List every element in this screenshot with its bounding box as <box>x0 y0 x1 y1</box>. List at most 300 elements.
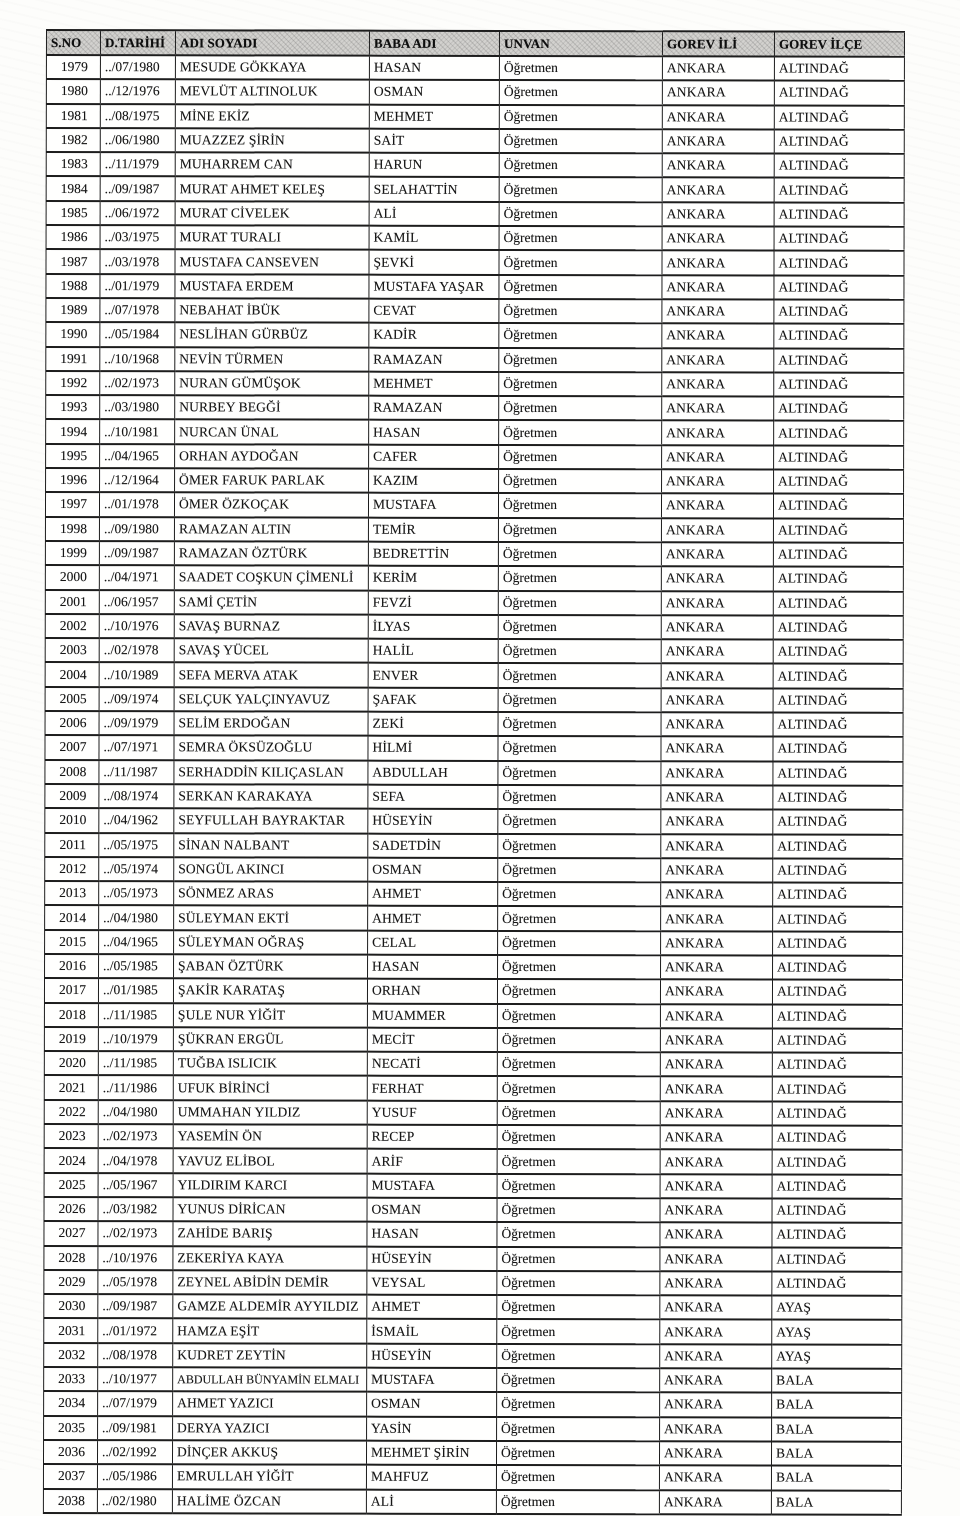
cell: ANKARA <box>660 1052 772 1077</box>
column-header-0: S.NO <box>46 30 100 55</box>
cell: 1980 <box>46 79 100 103</box>
table-row <box>45 517 903 543</box>
cell: ANKARA <box>662 469 774 494</box>
table-row <box>46 298 904 324</box>
cell: DERYA YAZICI <box>173 1416 367 1441</box>
cell: ../03/1982 <box>98 1197 173 1221</box>
cell: SERHADDİN KILIÇASLAN <box>174 760 368 785</box>
cell: ANKARA <box>660 1004 772 1029</box>
cell: HASAN <box>369 420 499 445</box>
cell: Öğretmen <box>496 1441 659 1466</box>
cell: NESLİHAN GÜRBÜZ <box>175 323 369 348</box>
cell: Öğretmen <box>497 1271 660 1296</box>
table-row <box>43 1489 901 1515</box>
cell: ŞAFAK <box>368 687 498 712</box>
cell: ALTINDAĞ <box>774 324 904 349</box>
cell: ../10/1977 <box>98 1367 173 1391</box>
cell: BALA <box>771 1466 901 1491</box>
table-row <box>44 1124 902 1150</box>
cell: ALTINDAĞ <box>772 1126 902 1151</box>
cell: BALA <box>771 1490 901 1515</box>
cell: ALTINDAĞ <box>773 664 903 689</box>
cell: 2022 <box>44 1100 98 1124</box>
cell: ALTINDAĞ <box>772 1174 902 1199</box>
cell: SADETDİN <box>368 833 498 858</box>
cell: 2003 <box>45 638 99 662</box>
cell: 1981 <box>46 104 100 128</box>
cell: RAMAZAN ÖZTÜRK <box>174 541 368 566</box>
cell: ANKARA <box>660 1417 772 1442</box>
cell: ANKARA <box>661 737 773 762</box>
table-row <box>46 347 904 373</box>
table-row <box>44 978 902 1004</box>
cell: Öğretmen <box>499 250 662 275</box>
cell: NURAN GÜMÜŞOK <box>175 371 369 396</box>
table-row <box>44 1294 902 1320</box>
table-row <box>44 1173 902 1199</box>
cell: Öğretmen <box>498 809 661 834</box>
cell: ANKARA <box>661 712 773 737</box>
cell: ALTINDAĞ <box>773 931 903 956</box>
cell: Öğretmen <box>497 979 660 1004</box>
cell: Öğretmen <box>497 1149 660 1174</box>
cell: 2028 <box>44 1246 98 1270</box>
cell: ../11/1987 <box>99 760 174 784</box>
cell: ALTINDAĞ <box>774 275 904 300</box>
cell: ARİF <box>367 1149 497 1174</box>
cell: ALTINDAĞ <box>774 299 904 324</box>
cell: Öğretmen <box>499 226 662 251</box>
cell: ANKARA <box>662 299 774 324</box>
cell: 2030 <box>44 1294 98 1318</box>
cell: ANKARA <box>662 226 774 251</box>
cell: 2026 <box>44 1197 98 1221</box>
cell: ../09/1979 <box>99 711 174 735</box>
cell: ALTINDAĞ <box>774 202 904 227</box>
cell: Öğretmen <box>497 1344 660 1369</box>
cell: 1994 <box>46 419 100 443</box>
cell: 1989 <box>46 298 100 322</box>
cell: ../07/1971 <box>99 735 174 759</box>
cell: BALA <box>772 1369 902 1394</box>
cell: 2014 <box>45 905 99 929</box>
cell: 2019 <box>44 1027 98 1051</box>
cell: ANKARA <box>662 81 774 106</box>
cell: NEBAHAT İBÜK <box>175 298 369 323</box>
cell: NECATİ <box>367 1052 497 1077</box>
cell: ../02/1973 <box>98 1221 173 1245</box>
cell: ALTINDAĞ <box>773 713 903 738</box>
cell: 2033 <box>44 1367 98 1391</box>
cell: ŞAKİR KARATAŞ <box>173 979 367 1004</box>
cell: AYAŞ <box>772 1296 902 1321</box>
cell: Öğretmen <box>499 105 662 130</box>
cell: Öğretmen <box>497 1076 660 1101</box>
cell: ANKARA <box>662 372 774 397</box>
cell: 2013 <box>45 881 99 905</box>
cell: ANKARA <box>662 129 774 154</box>
cell: AYAŞ <box>772 1320 902 1345</box>
cell: ANKARA <box>660 1368 772 1393</box>
cell: Öğretmen <box>499 323 662 348</box>
cell: ../07/1980 <box>100 55 175 79</box>
cell: RAMAZAN ALTIN <box>174 517 368 542</box>
cell: SAVAŞ YÜCEL <box>174 638 368 663</box>
cell: 2001 <box>45 590 99 614</box>
cell: 2032 <box>44 1343 98 1367</box>
table-body <box>43 55 904 1515</box>
column-header-6: GOREV İLÇE <box>774 32 904 57</box>
cell: HÜSEYİN <box>367 1343 497 1368</box>
cell: MUSTAFA <box>367 1368 497 1393</box>
cell: HALİL <box>368 639 498 664</box>
table-row <box>44 1148 902 1174</box>
cell: ANKARA <box>662 421 774 446</box>
cell: ANKARA <box>661 785 773 810</box>
cell: Öğretmen <box>498 566 661 591</box>
cell: ../04/1962 <box>99 808 174 832</box>
cell: YUNUS DİRİCAN <box>173 1197 367 1222</box>
column-header-4: UNVAN <box>499 31 662 56</box>
cell: 1991 <box>46 347 100 371</box>
cell: ../05/1978 <box>98 1270 173 1294</box>
cell: ÖMER FARUK PARLAK <box>175 468 369 493</box>
table-row <box>44 1100 902 1126</box>
table-row <box>45 711 903 737</box>
cell: ALTINDAĞ <box>772 1101 902 1126</box>
cell: ANKARA <box>660 1295 772 1320</box>
cell: ALTINDAĞ <box>772 1198 902 1223</box>
cell: Öğretmen <box>499 469 662 494</box>
cell: ZEKERİYA KAYA <box>173 1246 367 1271</box>
cell: ANKARA <box>660 1077 772 1102</box>
cell: 2008 <box>45 760 99 784</box>
cell: SAMİ ÇETİN <box>174 590 368 615</box>
cell: ANKARA <box>660 1101 772 1126</box>
cell: ../06/1980 <box>100 128 175 152</box>
cell: 2024 <box>44 1148 98 1172</box>
cell: ../04/1965 <box>100 444 175 468</box>
cell: 1995 <box>46 444 100 468</box>
table-row <box>45 614 903 640</box>
table-row <box>44 1246 902 1272</box>
cell: ALTINDAĞ <box>773 858 903 883</box>
cell: Öğretmen <box>498 955 661 980</box>
cell: 1985 <box>46 201 100 225</box>
cell: Öğretmen <box>497 1222 660 1247</box>
cell: ORHAN AYDOĞAN <box>175 444 369 469</box>
cell: ../06/1957 <box>99 590 174 614</box>
cell: 1983 <box>46 152 100 176</box>
cell: Öğretmen <box>497 1174 660 1199</box>
cell: Öğretmen <box>497 1028 660 1053</box>
cell: ../03/1980 <box>100 395 175 419</box>
cell: 1986 <box>46 225 100 249</box>
cell: 2015 <box>45 930 99 954</box>
cell: Öğretmen <box>498 518 661 543</box>
cell: ALTINDAĞ <box>773 810 903 835</box>
cell: MUSTAFA YAŞAR <box>369 274 499 299</box>
cell: ALTINDAĞ <box>772 1247 902 1272</box>
cell: 2034 <box>44 1391 98 1415</box>
cell: ../06/1972 <box>100 201 175 225</box>
cell: Öğretmen <box>497 1101 660 1126</box>
cell: ALTINDAĞ <box>774 251 904 276</box>
cell: ANKARA <box>660 1344 772 1369</box>
cell: ANKARA <box>662 275 774 300</box>
cell: Öğretmen <box>497 1368 660 1393</box>
cell: ANKARA <box>660 1174 772 1199</box>
cell: Öğretmen <box>497 1052 660 1077</box>
cell: Öğretmen <box>499 299 662 324</box>
table-row <box>46 274 904 300</box>
table-row <box>46 128 904 154</box>
cell: ANKARA <box>661 688 773 713</box>
table-row <box>45 735 903 761</box>
cell: MUSTAFA <box>367 1173 497 1198</box>
cell: Öğretmen <box>497 1417 660 1442</box>
cell: ABDULLAH BÜNYAMİN ELMALI <box>173 1367 367 1392</box>
cell: 2038 <box>43 1489 97 1513</box>
table-row <box>44 1051 902 1077</box>
cell: BALA <box>771 1441 901 1466</box>
cell: EMRULLAH YİĞİT <box>172 1464 366 1489</box>
cell: Öğretmen <box>498 931 661 956</box>
cell: 2012 <box>45 857 99 881</box>
cell: 1990 <box>46 322 100 346</box>
cell: ../02/1978 <box>99 638 174 662</box>
cell: Öğretmen <box>498 761 661 786</box>
cell: ../10/1968 <box>100 347 175 371</box>
cell: CAFER <box>369 444 499 469</box>
table-row <box>43 1440 901 1466</box>
cell: ALTINDAĞ <box>773 737 903 762</box>
cell: RECEP <box>367 1125 497 1150</box>
table-row <box>45 565 903 591</box>
cell: AHMET <box>368 906 498 931</box>
table-row <box>44 1391 902 1417</box>
cell: 2021 <box>44 1075 98 1099</box>
cell: SELAHATTİN <box>369 177 499 202</box>
cell: Öğretmen <box>499 372 662 397</box>
cell: ŞABAN ÖZTÜRK <box>174 954 368 979</box>
cell: ALTINDAĞ <box>773 956 903 981</box>
cell: Öğretmen <box>497 1295 660 1320</box>
cell: ANKARA <box>662 153 774 178</box>
cell: Öğretmen <box>498 542 661 567</box>
cell: ANKARA <box>660 1150 772 1175</box>
table-row <box>45 857 903 883</box>
cell: ANKARA <box>661 542 773 567</box>
cell: ../09/1987 <box>99 541 174 565</box>
cell: MUSTAFA <box>368 493 498 518</box>
cell: 1987 <box>46 249 100 273</box>
cell: Öğretmen <box>498 615 661 640</box>
cell: ../02/1992 <box>97 1440 172 1464</box>
cell: ../02/1980 <box>97 1489 172 1513</box>
cell: ../11/1985 <box>98 1051 173 1075</box>
cell: DİNÇER AKKUŞ <box>172 1440 366 1465</box>
cell: ALTINDAĞ <box>773 883 903 908</box>
cell: ALTINDAĞ <box>773 542 903 567</box>
cell: RAMAZAN <box>369 396 499 421</box>
table-row <box>45 832 903 858</box>
cell: ALTINDAĞ <box>774 397 904 422</box>
cell: ../09/1987 <box>100 177 175 201</box>
cell: ../08/1975 <box>100 104 175 128</box>
cell: ../05/1973 <box>99 881 174 905</box>
cell: HÜSEYİN <box>368 809 498 834</box>
cell: ../09/1981 <box>98 1416 173 1440</box>
cell: ../09/1974 <box>99 687 174 711</box>
cell: 1982 <box>46 128 100 152</box>
cell: 2023 <box>44 1124 98 1148</box>
cell: YILDIRIM KARCI <box>173 1173 367 1198</box>
cell: 2017 <box>44 978 98 1002</box>
cell: ANKARA <box>661 591 773 616</box>
cell: UFUK BİRİNCİ <box>173 1076 367 1101</box>
cell: ŞEVKİ <box>369 250 499 275</box>
cell: ANKARA <box>662 445 774 470</box>
cell: ../05/1984 <box>100 322 175 346</box>
cell: ALTINDAĞ <box>773 494 903 519</box>
cell: ALTINDAĞ <box>774 178 904 203</box>
cell: ANKARA <box>659 1466 771 1491</box>
cell: ANKARA <box>660 1320 772 1345</box>
cell: Öğretmen <box>498 590 661 615</box>
table-row <box>45 638 903 664</box>
cell: HALİME ÖZCAN <box>172 1489 366 1514</box>
table-row <box>46 468 904 494</box>
cell: ŞÜKRAN ERGÜL <box>173 1027 367 1052</box>
cell: ../04/1980 <box>98 1100 173 1124</box>
cell: AYAŞ <box>772 1344 902 1369</box>
cell: ALTINDAĞ <box>774 154 904 179</box>
cell: ANKARA <box>661 809 773 834</box>
cell: KERİM <box>368 566 498 591</box>
cell: 2002 <box>45 614 99 638</box>
cell: Öğretmen <box>499 348 662 373</box>
cell: SELİM ERDOĞAN <box>174 711 368 736</box>
cell: ../05/1975 <box>99 833 174 857</box>
cell: MUSTAFA CANSEVEN <box>175 250 369 275</box>
table-row <box>45 881 903 907</box>
cell: MEHMET <box>369 372 499 397</box>
cell: MUAZZEZ ŞİRİN <box>175 128 369 153</box>
cell: Öğretmen <box>499 420 662 445</box>
cell: ALTINDAĞ <box>772 1004 902 1029</box>
table-row <box>44 1197 902 1223</box>
cell: 2010 <box>45 808 99 832</box>
cell: Öğretmen <box>496 1465 659 1490</box>
cell: BEDRETTİN <box>368 542 498 567</box>
cell: MUSTAFA ERDEM <box>175 274 369 299</box>
table-row <box>45 930 903 956</box>
cell: 2006 <box>45 711 99 735</box>
cell: 2016 <box>45 954 99 978</box>
cell: 2037 <box>43 1464 97 1488</box>
cell: ABDULLAH <box>368 760 498 785</box>
cell: SAVAŞ BURNAZ <box>174 614 368 639</box>
cell: ../09/1987 <box>98 1294 173 1318</box>
cell: Öğretmen <box>497 1198 660 1223</box>
table-row <box>46 176 904 202</box>
table-row <box>46 249 904 275</box>
cell: ../10/1976 <box>99 614 174 638</box>
cell: Öğretmen <box>498 663 661 688</box>
cell: Öğretmen <box>498 688 661 713</box>
cell: ALTINDAĞ <box>772 1028 902 1053</box>
cell: ANKARA <box>661 567 773 592</box>
cell: ANKARA <box>661 615 773 640</box>
cell: TEMİR <box>368 517 498 542</box>
cell: Öğretmen <box>498 639 661 664</box>
cell: ALTINDAĞ <box>774 470 904 495</box>
cell: ANKARA <box>660 1125 772 1150</box>
cell: MESUDE GÖKKAYA <box>175 55 369 80</box>
cell: ZAHİDE BARIŞ <box>173 1222 367 1247</box>
cell: MEHMET ŞİRİN <box>366 1441 496 1466</box>
table-row <box>44 1027 902 1053</box>
table-row <box>46 55 904 81</box>
table-row <box>43 1464 901 1490</box>
table-row <box>44 1367 902 1393</box>
table-row <box>45 808 903 834</box>
table-row <box>45 954 903 980</box>
cell: Öğretmen <box>498 493 661 518</box>
cell: ALİ <box>369 201 499 226</box>
cell: ../11/1985 <box>98 1003 173 1027</box>
cell: Öğretmen <box>498 882 661 907</box>
cell: ../12/1964 <box>100 468 175 492</box>
cell: SÜLEYMAN EKTİ <box>174 906 368 931</box>
cell: 2011 <box>45 832 99 856</box>
cell: ANKARA <box>662 348 774 373</box>
cell: NURCAN ÜNAL <box>175 420 369 445</box>
cell: ANKARA <box>661 834 773 859</box>
cell: GAMZE ALDEMİR AYYILDIZ <box>173 1294 367 1319</box>
cell: AHMET <box>368 882 498 907</box>
cell: SONGÜL AKINCI <box>174 857 368 882</box>
cell: ALTINDAĞ <box>773 785 903 810</box>
cell: ../05/1985 <box>99 954 174 978</box>
cell: BALA <box>772 1417 902 1442</box>
cell: KADİR <box>369 323 499 348</box>
cell: ../01/1985 <box>98 978 173 1002</box>
cell: SEFA MERVA ATAK <box>174 663 368 688</box>
cell: YASİN <box>367 1416 497 1441</box>
cell: MURAT AHMET KELEŞ <box>175 177 369 202</box>
cell: ../08/1974 <box>99 784 174 808</box>
cell: SÖNMEZ ARAS <box>174 881 368 906</box>
cell: AHMET <box>367 1295 497 1320</box>
cell: OSMAN <box>369 80 499 105</box>
cell: MİNE EKİZ <box>175 104 369 129</box>
cell: MEHMET <box>369 104 499 129</box>
cell: Öğretmen <box>498 858 661 883</box>
cell: CEVAT <box>369 299 499 324</box>
cell: Öğretmen <box>499 396 662 421</box>
cell: MURAT TURALI <box>175 225 369 250</box>
cell: ALTINDAĞ <box>774 105 904 130</box>
cell: ANKARA <box>660 1393 772 1418</box>
cell: SAİT <box>369 129 499 154</box>
cell: ALTINDAĞ <box>774 421 904 446</box>
cell: 2005 <box>45 687 99 711</box>
cell: ../07/1979 <box>98 1391 173 1415</box>
cell: HARUN <box>369 153 499 178</box>
cell: ANKARA <box>662 396 774 421</box>
